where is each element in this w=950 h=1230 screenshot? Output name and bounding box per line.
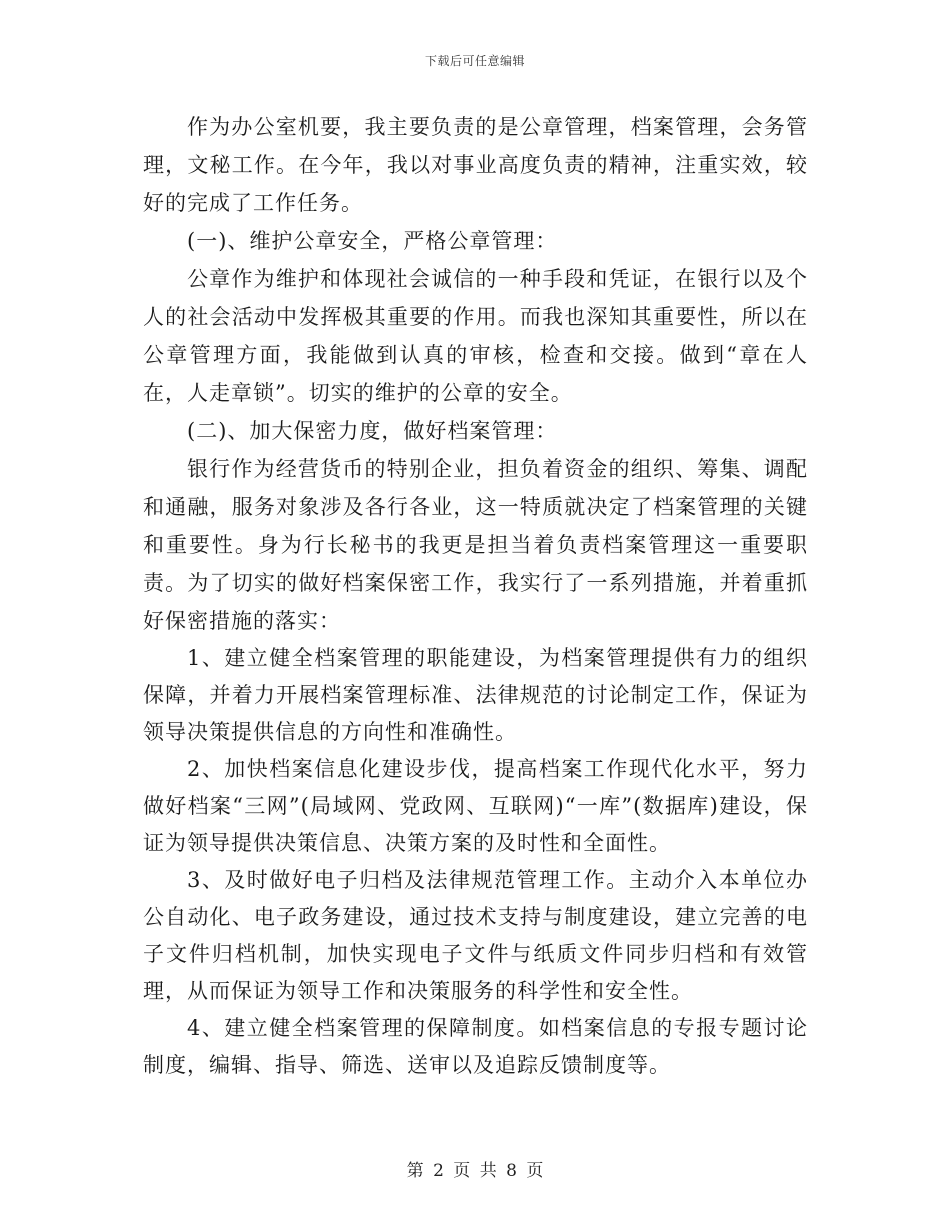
paragraph-intro: 作为办公室机要，我主要负责的是公章管理，档案管理，会务管理，文秘工作。在今年，我以对事业高度负责的精神，注重实效，较好的完成了工作任务。 [143,115,808,215]
paragraph-archive-management: 银行作为经营货币的特别企业，担负着资金的组织、筹集、调配和通融，服务对象涉及各行各业，这一特质就决定了档案管理的关键和重要性。身为行长秘书的我更是担当着负责档案管理这一重要职责。为了切实的做好档案保密工作，我实行了一系列措施，并着重抓好保密措施的落实： [143,457,808,633]
heading-archive-management: (二)、加大保密力度，做好档案管理： [187,419,558,443]
document-body [143,108,808,1084]
page-footer: 第 2 页 共 8 页 [406,1161,544,1181]
paragraph-seal-management: 公章作为维护和体现社会诚信的一种手段和凭证，在银行以及个人的社会活动中发挥极其重要的作用。而我也深知其重要性，所以在公章管理方面，我能做到认真的审核，检查和交接。做到“章在人在，人走章锁”。切实的维护的公章的安全。 [143,267,808,405]
page-header: 下载后可任意编辑 [424,54,525,68]
list-item-1: 1、建立健全档案管理的职能建设，为档案管理提供有力的组织保障，并着力开展档案管理标准、法律规范的讨论制定工作，保证为领导决策提供信息的方向性和准确性。 [143,646,808,744]
list-item-4: 4、建立健全档案管理的保障制度。如档案信息的专报专题讨论制度，编辑、指导、筛选、送审以及追踪反馈制度等。 [143,1016,808,1077]
heading-seal-management: (一)、维护公章安全，严格公章管理： [187,229,558,253]
list-item-3: 3、及时做好电子归档及法律规范管理工作。主动介入本单位办公自动化、电子政务建设，通过技术支持与制度建设，建立完善的电子文件归档机制，加快实现电子文件与纸质文件同步归档和有效管理，从而保证为领导工作和决策服务的科学性和安全性。 [143,868,808,1003]
list-item-2: 2、加快档案信息化建设步伐，提高档案工作现代化水平，努力做好档案“三网”(局域网、党政网、互联网)“一库”(数据库)建设，保证为领导提供决策信息、决策方案的及时性和全面性。 [143,757,808,855]
